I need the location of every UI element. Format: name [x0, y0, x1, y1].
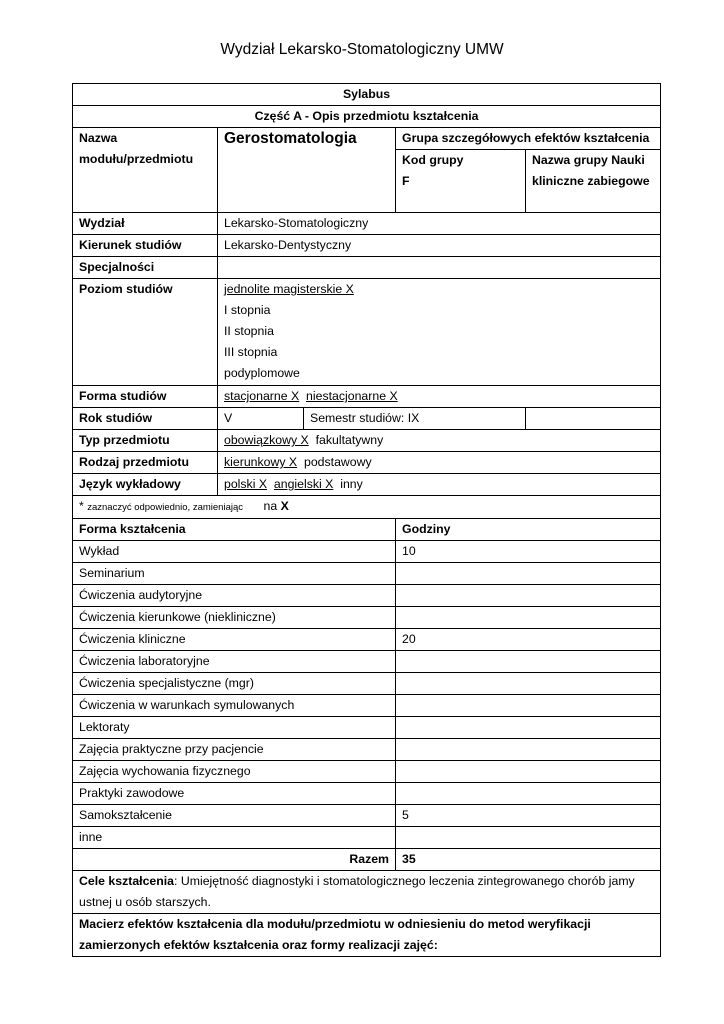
hours-value: [396, 761, 661, 783]
hours-value: [396, 607, 661, 629]
form-label: Forma studiów: [73, 386, 218, 408]
hours-form: Wykład: [73, 541, 396, 563]
goals-label: Cele kształcenia: [79, 874, 175, 888]
hours-value: [396, 585, 661, 607]
hours-header-hours: Godziny: [396, 519, 661, 541]
level-options: [218, 279, 661, 386]
direction-label: Kierunek studiów: [73, 235, 218, 257]
part-title: Część A - Opis przedmiotu kształcenia: [73, 106, 661, 128]
level-label: Poziom studiów: [73, 279, 218, 386]
note-x: X: [280, 499, 289, 513]
matrix-heading: Macierz efektów kształcenia dla modułu/przedmiotu w odniesieniu do metod weryfikacji zamierzonych efektów kształcenia oraz formy realizacji zajęć:: [73, 914, 661, 957]
goals-row: [73, 871, 661, 914]
level-option: II stopnia: [224, 324, 274, 338]
form-stationary: stacjonarne X: [224, 389, 300, 403]
level-option: jednolite magisterskie X: [224, 282, 354, 296]
language-polish: polski X: [224, 477, 268, 491]
year-value: V: [218, 408, 304, 430]
level-option: III stopnia: [224, 345, 278, 359]
specialty-value: [218, 257, 661, 279]
hours-form: Ćwiczenia w warunkach symulowanych: [73, 695, 396, 717]
hours-form: Praktyki zawodowe: [73, 783, 396, 805]
note-row: [73, 496, 661, 519]
type-options: [218, 430, 661, 452]
syllabus-title: Sylabus: [73, 84, 661, 106]
kind-basic: podstawowy: [303, 455, 372, 469]
goals-text: : Umiejętność diagnostyki i stomatologicznego leczenia zintegrowanego chorób jamy ustnej u osób starszych.: [79, 874, 635, 909]
form-non-stationary: niestacjonarne X: [306, 389, 398, 403]
hours-form: inne: [73, 827, 396, 849]
language-options: [218, 474, 661, 496]
language-other: inny: [340, 477, 363, 491]
hours-form: Ćwiczenia specjalistyczne (mgr): [73, 673, 396, 695]
hours-form: Ćwiczenia audytoryjne: [73, 585, 396, 607]
note-star: *: [79, 499, 84, 513]
hours-total-label: Razem: [73, 849, 396, 871]
module-label: Nazwa modułu/przedmiotu: [73, 128, 218, 213]
note-na: na: [263, 499, 278, 513]
hours-value: [396, 651, 661, 673]
syllabus-table: [72, 83, 661, 957]
hours-form: Ćwiczenia laboratoryjne: [73, 651, 396, 673]
level-option: I stopnia: [224, 303, 271, 317]
module-name: Gerostomatologia: [218, 128, 396, 213]
hours-value: 5: [396, 805, 661, 827]
hours-form: Ćwiczenia kliniczne: [73, 629, 396, 651]
type-optional: fakultatywny: [315, 433, 384, 447]
hours-value: [396, 827, 661, 849]
form-options: [218, 386, 661, 408]
hours-form: Zajęcia wychowania fizycznego: [73, 761, 396, 783]
kind-directional: kierunkowy X: [224, 455, 298, 469]
specialty-label: Specjalności: [73, 257, 218, 279]
page-header: Wydział Lekarsko-Stomatologiczny UMW: [220, 41, 504, 58]
group-label: Grupa szczegółowych efektów kształcenia: [396, 128, 661, 150]
language-english: angielski X: [273, 477, 334, 491]
hours-header-form: Forma kształcenia: [73, 519, 396, 541]
level-option: podyplomowe: [224, 366, 300, 380]
hours-form: Lektoraty: [73, 717, 396, 739]
language-label: Język wykładowy: [73, 474, 218, 496]
faculty-label: Wydział: [73, 213, 218, 235]
hours-form: Seminarium: [73, 563, 396, 585]
hours-value: [396, 783, 661, 805]
hours-value: [396, 563, 661, 585]
direction-value: Lekarsko-Dentystyczny: [218, 235, 661, 257]
hours-total-value: 35: [396, 849, 661, 871]
hours-value: [396, 673, 661, 695]
hours-value: [396, 717, 661, 739]
year-label: Rok studiów: [73, 408, 218, 430]
hours-value: [396, 739, 661, 761]
hours-form: Zajęcia praktyczne przy pacjencie: [73, 739, 396, 761]
hours-value: [396, 695, 661, 717]
faculty-value: Lekarsko-Stomatologiczny: [218, 213, 661, 235]
note-text: zaznaczyć odpowiednio, zamieniając: [87, 502, 243, 513]
hours-form: Samokształcenie: [73, 805, 396, 827]
hours-value: 20: [396, 629, 661, 651]
type-obligatory: obowiązkowy X: [224, 433, 309, 447]
kind-label: Rodzaj przedmiotu: [73, 452, 218, 474]
semester-value: Semestr studiów: IX: [304, 408, 526, 430]
group-name: Nazwa grupy Nauki kliniczne zabiegowe: [526, 150, 661, 213]
group-code-cell: [396, 150, 526, 213]
group-code-label: Kod grupy: [402, 153, 464, 167]
hours-form: Ćwiczenia kierunkowe (niekliniczne): [73, 607, 396, 629]
semester-empty: [526, 408, 661, 430]
hours-value: 10: [396, 541, 661, 563]
type-label: Typ przedmiotu: [73, 430, 218, 452]
group-code: F: [402, 174, 410, 188]
kind-options: [218, 452, 661, 474]
